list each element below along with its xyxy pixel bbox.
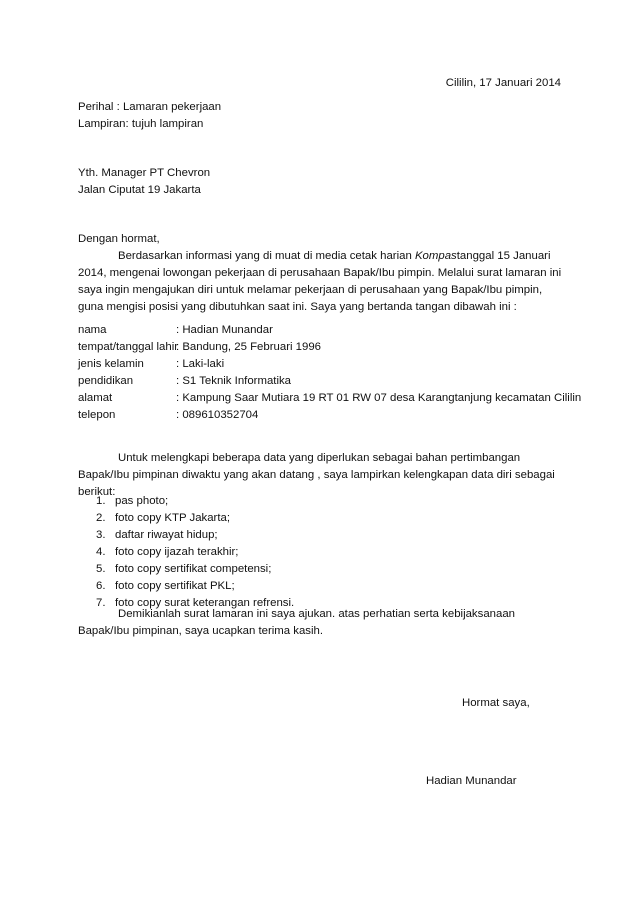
field-label: nama [78, 324, 107, 336]
field-label: jenis kelamin [78, 358, 144, 370]
recipient-address: Jalan Ciputat 19 Jakarta [78, 184, 201, 196]
list-number: 6. [96, 580, 106, 592]
list-text: daftar riwayat hidup; [115, 529, 218, 541]
list-text: foto copy surat keterangan refrensi. [115, 597, 295, 609]
list-text: foto copy sertifikat competensi; [115, 563, 272, 575]
list-text: pas photo; [115, 495, 169, 507]
newspaper-name: Kompas [414, 250, 457, 262]
place-date: Cililin, 17 Januari 2014 [445, 77, 561, 89]
body-paragraph-1 [78, 248, 562, 316]
body-paragraph-2: Untuk melengkapi beberapa data yang diperlukan sebagai bahan pertimbangan Bapak/Ibu pimpinan diwaktu yang akan datang , saya lampirkan kelengkapan data diri sebagai berikut: [78, 452, 555, 498]
list-number: 5. [96, 563, 106, 575]
subject-line: Perihal : Lamaran pekerjaan [78, 101, 222, 113]
signer-name: Hadian Munandar [426, 775, 517, 787]
field-value: : Laki-laki [176, 358, 225, 370]
body1-pre: Berdasarkan informasi yang di muat di media cetak harian [118, 250, 415, 262]
list-number: 3. [96, 529, 106, 541]
field-label: pendidikan [78, 375, 134, 387]
sign-off: Hormat saya, [462, 697, 530, 709]
recipient-name: Yth. Manager PT Chevron [78, 167, 211, 179]
list-number: 1. [96, 495, 106, 507]
body1-post: tanggal 15 Januari 2014, mengenai lowongan pekerjaan di perusahaan Bapak/Ibu pimpin. Melalui surat lamaran ini saya ingin mengajukan diri untuk melamar pekerjaan di perusahaan yang Bapak/Ibu pimpin, guna mengisi posisi yang dibutuhkan saat ini. Saya yang bertanda tangan dibawah ini : [78, 250, 562, 313]
field-label: tempat/tanggal lahir [78, 341, 179, 353]
greeting: Dengan hormat, [78, 233, 160, 245]
field-label: telepon [78, 409, 116, 421]
list-text: foto copy sertifikat PKL; [115, 580, 235, 592]
field-value: : S1 Teknik Informatika [176, 375, 292, 387]
field-value: : Bandung, 25 Februari 1996 [176, 341, 322, 353]
list-number: 4. [96, 546, 106, 558]
field-label: alamat [78, 392, 113, 404]
list-number: 7. [96, 597, 106, 609]
field-value: : 089610352704 [176, 409, 259, 421]
list-text: foto copy ijazah terakhir; [115, 546, 239, 558]
attachment-line: Lampiran: tujuh lampiran [78, 118, 204, 130]
field-value: : Hadian Munandar [176, 324, 273, 336]
field-value: : Kampung Saar Mutiara 19 RT 01 RW 07 desa Karangtanjung kecamatan Cililin [176, 392, 582, 404]
list-text: foto copy KTP Jakarta; [115, 512, 231, 524]
closing-paragraph: Demikianlah surat lamaran ini saya ajukan. atas perhatian serta kebijaksanaan Bapak/Ibu pimpinan, saya ucapkan terima kasih. [78, 608, 515, 637]
list-number: 2. [96, 512, 106, 524]
